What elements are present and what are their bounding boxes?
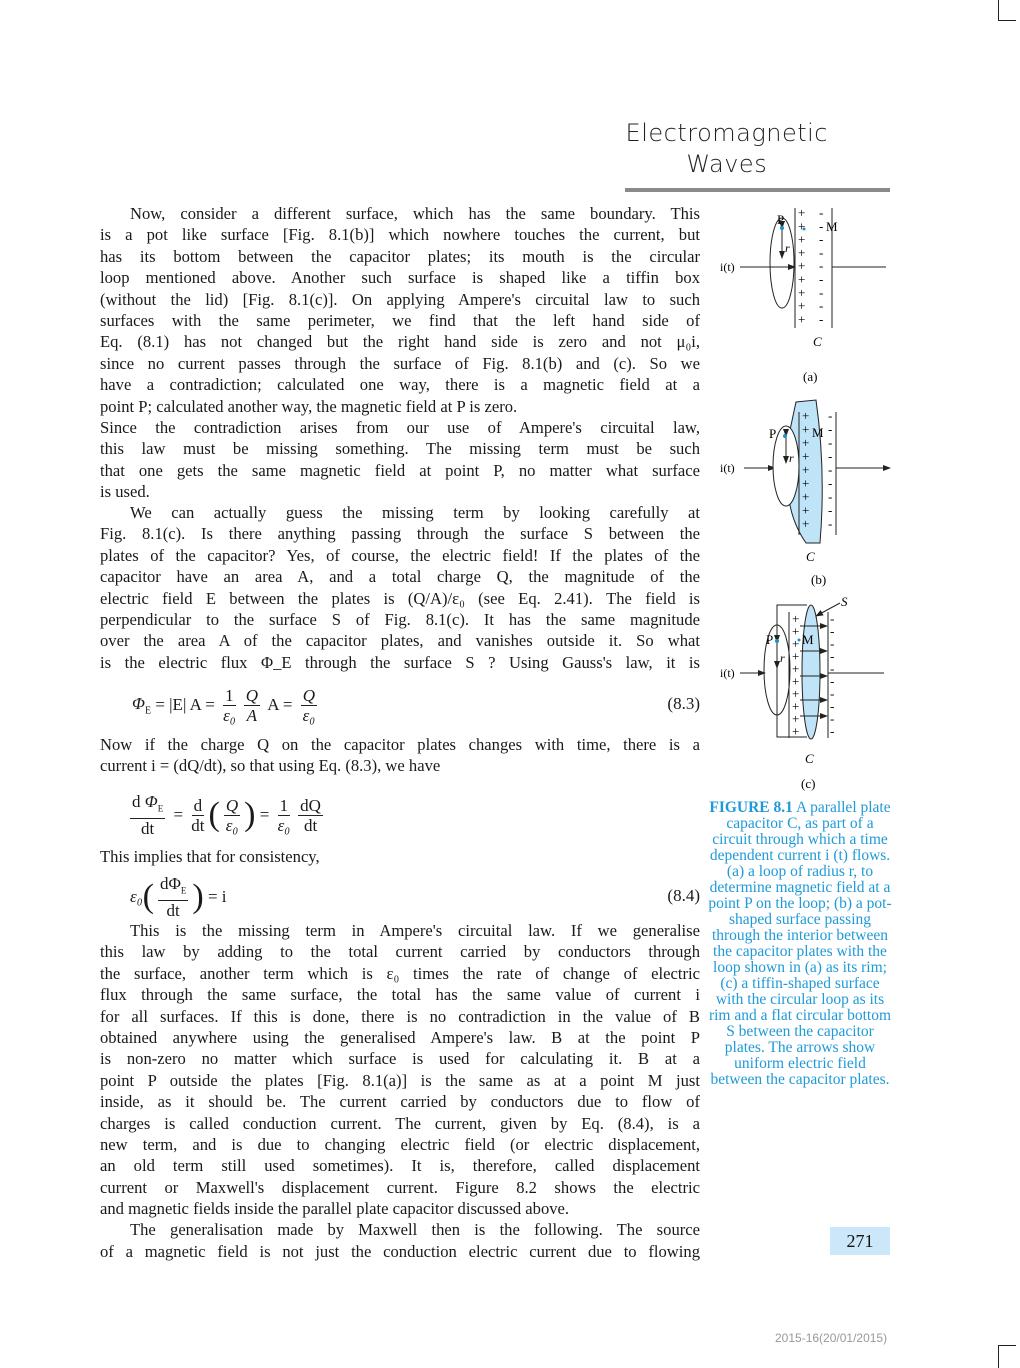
text-line: have a contradiction; calculated one way, there is a magnetic field at a <box>100 375 700 395</box>
minus-charge: - <box>819 218 824 234</box>
figure-caption-text: A parallel plate capacitor C, as part of a circuit through which a time dependent current i (t) flows. (a) a loop of radius r, to determine magnetic field at a point P on the loop; (b) a pot-shaped surface passing through the interior between the capacitor plates with the loop shown in (a) as its rim; (c) a tiffin-shaped surface with the circular loop as its rim and a flat circular bottom S between the capacitor plates. The arrows show uniform electric field between the capacitor plates. <box>708 799 892 1088</box>
text-line: surfaces with the same perimeter, we find that the left hand side of <box>100 310 700 330</box>
text-line: current i = (dQ/dt), so that using Eq. (8.3), we have <box>100 756 441 776</box>
plus-charge: + <box>798 271 806 287</box>
plus-charge: + <box>792 661 800 676</box>
label-r: r <box>780 651 785 665</box>
plus-charge: + <box>798 218 806 234</box>
plus-charge: + <box>798 231 806 247</box>
text-line: is used. <box>100 482 150 502</box>
text-line: obtained anywhere using the generalised Ampere's law. B at the point P <box>100 1027 700 1047</box>
label-r: r <box>785 241 790 255</box>
text-line: capacitor have an area A, and a total charge Q, the magnitude of the <box>100 567 700 587</box>
text-line: this law by adding to the total current carried by conductors through <box>100 942 700 962</box>
equation-8-4: ε₀ ( $\frac{d\Phi_E}{dt}$ ) = i (8.4) <box>130 873 700 921</box>
minus-charge: - <box>830 636 835 651</box>
label-P: P <box>777 212 785 227</box>
minus-charge: - <box>830 698 835 714</box>
plus-charge: + <box>802 448 810 464</box>
minus-charge: - <box>830 711 835 726</box>
text-line: This implies that for consistency, <box>100 847 320 866</box>
minus-charge: - <box>828 421 833 437</box>
plus-charge: + <box>792 648 800 664</box>
plus-charge: + <box>798 284 806 300</box>
minus-charge: - <box>828 502 833 518</box>
plus-charge: + <box>798 244 806 260</box>
text-line: electric field E between the plates is (Q/A)/ε₀ (see Eq. 2.41). The field is <box>100 588 700 608</box>
minus-charge: - <box>830 623 835 639</box>
plus-charge: + <box>792 636 800 651</box>
plus-charge: + <box>802 435 810 450</box>
plus-charge: + <box>802 408 810 423</box>
text-line: since no current passes through the surface of Fig. 8.1(b) and (c). So we <box>100 353 700 373</box>
plus-charge: + <box>802 421 810 437</box>
chapter-title-line1: Electromagnetic <box>625 119 828 147</box>
panel-c <box>720 594 884 791</box>
minus-charge: - <box>828 408 833 423</box>
minus-charge: - <box>819 311 824 327</box>
text-line: charges is called conduction current. The current, given by Eq. (8.4), is a <box>100 1113 700 1133</box>
text-line: is non-zero no matter which surface is used for calculating it. B at a <box>100 1049 700 1069</box>
text-line: current or Maxwell's displacement current. Figure 8.2 shows the electric <box>100 1177 700 1197</box>
body-text-block <box>100 846 700 867</box>
label-C: C <box>806 549 815 564</box>
minus-charge: - <box>819 205 824 220</box>
panel-label-a: (a) <box>803 369 818 384</box>
page-number: 271 <box>830 1227 890 1255</box>
text-line: inside, as it should be. The current carried by conductors due to flow of <box>100 1092 700 1112</box>
text-line: is a pot like surface [Fig. 8.1(b)] which nowhere touches the current, but <box>100 225 700 245</box>
text-line: over the area A of the capacitor plates, and vanishes outside it. So what <box>100 631 700 651</box>
figure-caption <box>708 800 892 1088</box>
text-line: of a magnetic field is not just the conduction electric current due to flowing <box>100 1241 700 1261</box>
text-line: Now if the charge Q on the capacitor plates changes with time, there is a <box>100 735 700 754</box>
minus-charge: - <box>819 271 824 287</box>
plus-charge: + <box>792 723 800 739</box>
minus-charge: - <box>828 462 833 477</box>
label-C: C <box>805 751 814 766</box>
crop-mark <box>998 1345 1016 1346</box>
plus-charge: + <box>792 611 800 626</box>
label-current: i(t) <box>720 461 735 475</box>
plus-charge: + <box>802 475 810 491</box>
plus-charge: + <box>802 516 810 531</box>
text-line: Now, consider a different surface, which has the same boundary. This <box>130 204 700 223</box>
minus-charge: - <box>819 298 824 314</box>
minus-charge: - <box>819 231 824 247</box>
label-current: i(t) <box>720 260 735 274</box>
plus-charge: + <box>802 489 810 504</box>
plus-charge: + <box>792 673 800 689</box>
footer-date: 2015-16(20/01/2015) <box>775 1331 888 1345</box>
crop-mark <box>998 1345 999 1368</box>
minus-charge: - <box>828 489 833 504</box>
text-line: for all surfaces. If this is done, there is no contradiction in the value of B <box>100 1006 700 1026</box>
text-line: new term, and is due to changing electric field (or electric displacement, <box>100 1134 700 1154</box>
plus-charge: + <box>798 311 806 327</box>
text-line: Fig. 8.1(c). Is there anything passing through the surface S between the <box>100 524 700 544</box>
panel-label-c: (c) <box>801 776 816 791</box>
plus-charge: + <box>792 698 800 714</box>
text-line: that one gets the same magnetic field at point P, no matter what surface <box>100 460 700 480</box>
label-r: r <box>789 451 794 465</box>
minus-charge: - <box>828 448 833 464</box>
label-S: S <box>841 594 848 609</box>
label-M: M <box>826 219 838 234</box>
text-line: this law must be missing something. The missing term must be such <box>100 439 700 459</box>
plus-charge: + <box>792 711 800 726</box>
plus-charge: + <box>802 502 810 518</box>
minus-charge: - <box>830 611 835 626</box>
plus-charge: + <box>792 686 800 701</box>
plus-charge: + <box>792 623 800 639</box>
minus-charge: - <box>828 435 833 450</box>
text-line: The generalisation made by Maxwell then is the following. The source <box>130 1220 700 1240</box>
text-line: point P outside the plates [Fig. 8.1(a)] is the same as at a point M just <box>100 1070 700 1090</box>
minus-charge: - <box>830 661 835 676</box>
text-line: loop mentioned above. Another such surface is shaped like a tiffin box <box>100 268 700 288</box>
minus-charge: - <box>830 686 835 701</box>
equation-number: (8.3) <box>667 694 700 713</box>
minus-charge: - <box>819 258 824 274</box>
text-line: an old term still used sometimes). It is, therefore, called displacement <box>100 1156 700 1176</box>
text-line: is the electric flux Φ_E through the surface S ? Using Gauss's law, it is <box>100 652 700 672</box>
equation-number: (8.4) <box>667 886 700 905</box>
equation-8-3: $\Phi_E$ = |E| A = $\frac{1}{\text{ε₀}}$ $\frac{Q}{A}$ A = $\frac{Q}{\text{ε₀}}$ (8.3) <box>132 685 700 725</box>
text-line: This is the missing term in Ampere's circuital law. If we generalise <box>130 921 700 940</box>
text-line: the surface, another term which is ε₀ times the rate of change of electric <box>100 963 700 983</box>
text-line: flux through the same surface, the total has the same value of current i <box>100 985 700 1005</box>
text-line: We can actually guess the missing term by looking carefully at <box>130 503 700 522</box>
text-line: (without the lid) [Fig. 8.1(c)]. On applying Ampere's circuital law to such <box>100 289 700 309</box>
plus-charge: + <box>798 258 806 274</box>
figure-caption-label: FIGURE 8.1 <box>709 799 793 816</box>
text-line: perpendicular to the surface S of Fig. 8.1(c). It has the same magnitude <box>100 609 700 629</box>
panel-label-b: (b) <box>811 572 827 587</box>
label-P: P <box>766 632 774 647</box>
chapter-title-line2: Waves <box>686 150 768 178</box>
label-M: M <box>802 632 814 647</box>
minus-charge: - <box>828 475 833 491</box>
body-text-block <box>100 920 700 1262</box>
plus-charge: + <box>798 205 806 220</box>
label-P: P <box>769 426 777 441</box>
text-line: Eq. (8.1) has not changed but the right hand side is zero and not μ₀i, <box>100 332 700 352</box>
label-M: M <box>812 425 824 440</box>
text-line: has its bottom between the capacitor plates; its mouth is the circular <box>100 246 700 266</box>
minus-charge: - <box>828 516 833 531</box>
plus-charge: + <box>798 298 806 314</box>
minus-charge: - <box>830 673 835 689</box>
plus-charge: + <box>802 462 810 477</box>
text-line: and magnetic fields inside the parallel plate capacitor discussed above. <box>100 1199 570 1219</box>
minus-charge: - <box>819 244 824 260</box>
equation-dphi-dt: $\frac{d \Phi_E}{dt}$ = $\frac{d}{dt}$ ( $\frac{Q}{\text{ε₀}}$ ) = $\frac{1}{\text{ε₀}}$ $\frac{dQ}{dt}$ <box>132 791 321 839</box>
minus-charge: - <box>830 648 835 664</box>
label-current: i(t) <box>720 666 735 680</box>
text-line: point P; calculated another way, the magnetic field at P is zero. <box>100 396 518 416</box>
minus-charge: - <box>830 723 835 739</box>
text-line: Since the contradiction arises from our use of Ampere's circuital law, <box>100 417 700 437</box>
minus-charge: - <box>819 284 824 300</box>
text-line: plates of the capacitor? Yes, of course, the electric field! If the plates of the <box>100 545 700 565</box>
label-C: C <box>813 334 822 349</box>
